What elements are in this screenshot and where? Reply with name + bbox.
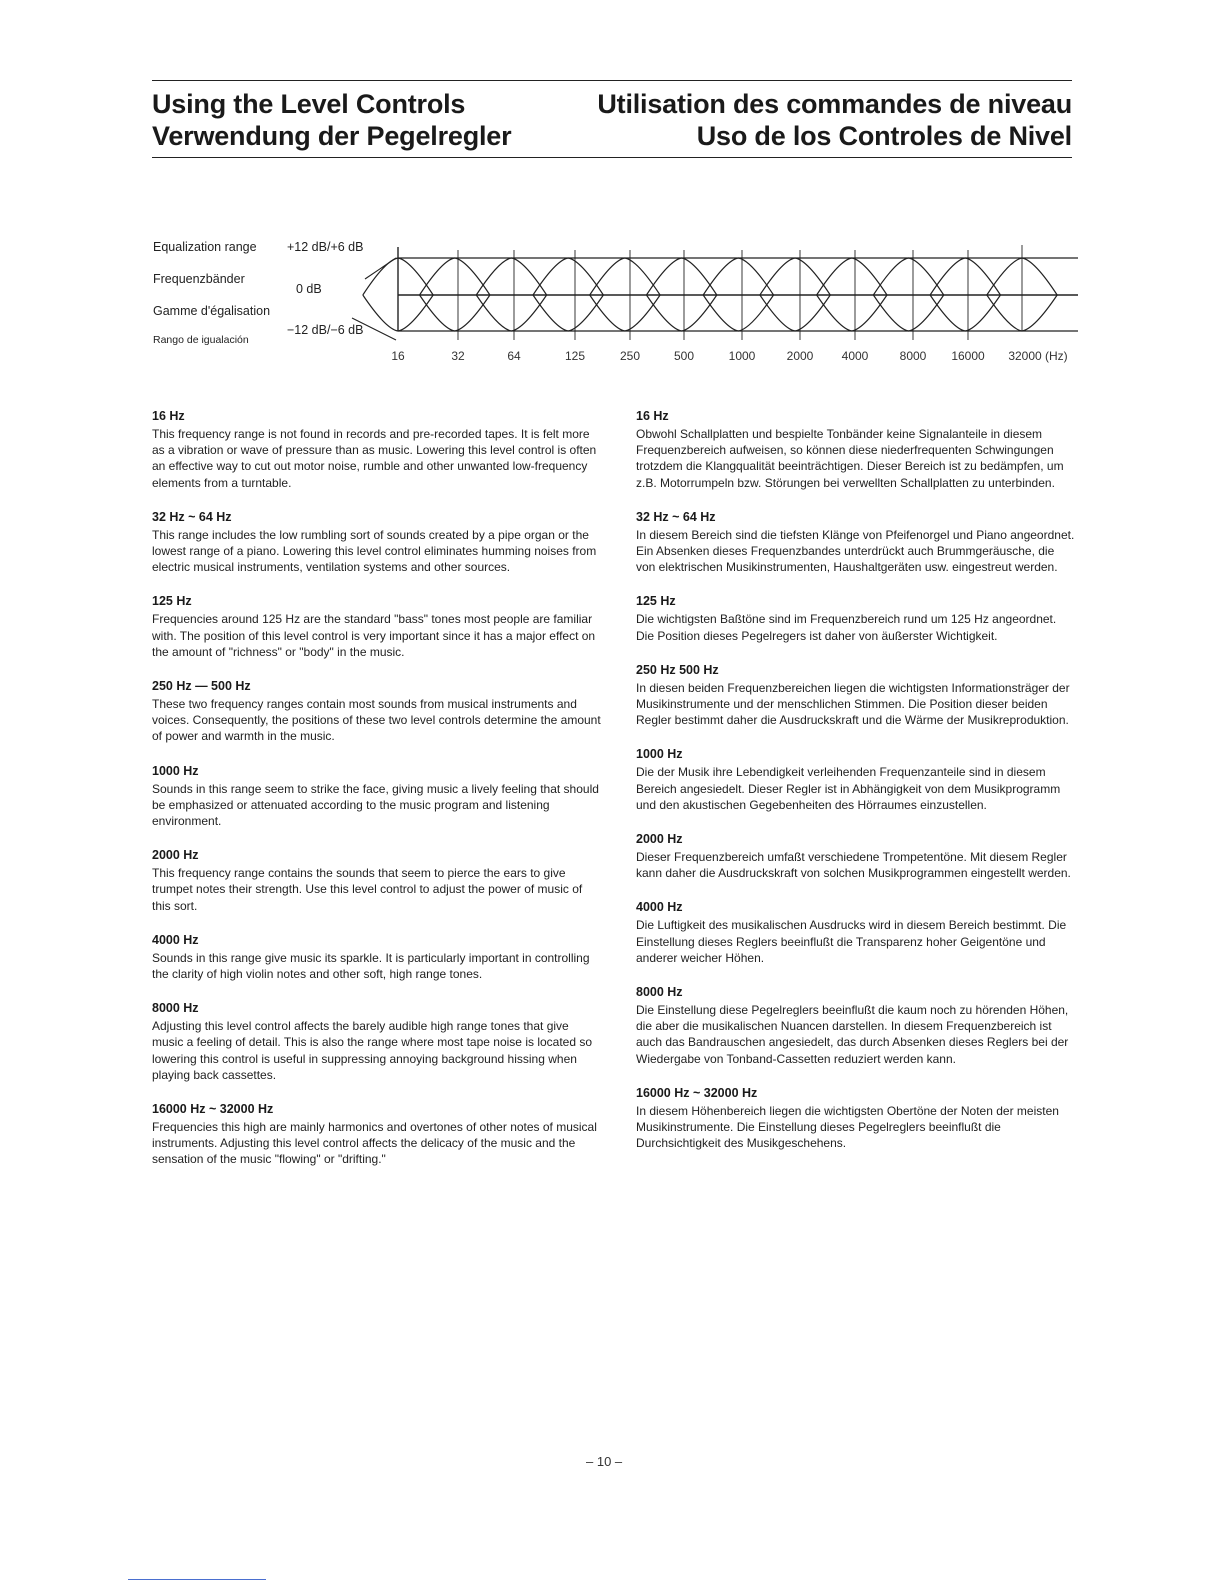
- english-section-heading: 8000 Hz: [152, 1001, 199, 1016]
- english-section: [152, 847, 602, 914]
- german-section: [636, 593, 1076, 643]
- german-section-heading: 4000 Hz: [636, 900, 683, 915]
- german-section: [636, 899, 1076, 966]
- frequency-tick-label: 125: [564, 349, 586, 363]
- english-section: [152, 593, 602, 660]
- german-section-body: In diesem Bereich sind die tiefsten Klänge von Pfeifenorgel und Piano angeordnet. Ein Absenken dieses Frequenzbandes unterdrückt auch Brummgeräusche, die von elektrischen Musikinstrumenten, Haushaltgeräten usw. eingestreut werden.: [636, 527, 1075, 575]
- eq-label-german: Frequenzbänder: [153, 272, 245, 286]
- eq-label-french: Gamme d'égalisation: [153, 304, 271, 318]
- english-section-body: Adjusting this level control affects the barely audible high range tones that give music a feeling of detail. This is also the range where most tape noise is located so lowering this control is useful in suppressing annoying background hissing when playing back cassettes.: [152, 1019, 593, 1082]
- german-section: [636, 1085, 1076, 1152]
- german-section-body: Dieser Frequenzbereich umfaßt verschiedene Trompetentöne. Mit diesem Regler kann daher die Ausdruckskraft von solchen Musikprogrammen eingestellt werden.: [636, 850, 1071, 881]
- frequency-tick-label: 16: [391, 349, 405, 363]
- db-max-label: +12 dB/+6 dB: [287, 240, 364, 254]
- eq-curves: [0, 0, 1225, 380]
- german-section-heading: 125 Hz: [636, 594, 676, 609]
- english-section-heading: 250 Hz — 500 Hz: [152, 679, 251, 694]
- english-section-body: Frequencies around 125 Hz are the standard "bass" tones most people are familiar with. The position of this level control is very important since it has a major effect on the amount of "richness" or "body" in the music.: [152, 612, 596, 659]
- english-section: [152, 763, 602, 830]
- german-section: [636, 746, 1076, 813]
- title-german: Verwendung der Pegelregler: [152, 121, 512, 151]
- title-english: Using the Level Controls: [152, 89, 466, 119]
- english-section-body: Frequencies this high are mainly harmonics and overtones of other notes of musical instruments. Adjusting this level control affects the delicacy of the music and the sensation of the music "flowing" or "drifting.": [152, 1120, 597, 1167]
- german-section: [636, 662, 1076, 729]
- title-spanish: Uso de los Controles de Nivel: [696, 121, 1072, 151]
- english-section-body: Sounds in this range give music its sparkle. It is particularly important in controlling the clarity of high violin notes and other soft, high range tones.: [152, 950, 590, 982]
- english-section-heading: 2000 Hz: [152, 848, 199, 863]
- german-section-heading: 2000 Hz: [636, 832, 683, 847]
- english-section-heading: 32 Hz ~ 64 Hz: [152, 509, 232, 524]
- english-section: [152, 678, 602, 745]
- german-section-body: Die Luftigkeit des musikalischen Ausdrucks wird in diesem Bereich bestimmt. Die Einstellung dieses Reglers beeinflußt die Transparenz hoher Geigentöne und anderer weicher Höhen.: [636, 918, 1067, 965]
- german-section: [636, 984, 1076, 1067]
- german-section-body: Obwohl Schallplatten und bespielte Tonbänder keine Signalanteile in diesem Frequenzbereich aufweisen, so können diese niederfrequenten Schwingungen trotzdem die Klangqualität beeinträchtigen. Dieser Bereich ist zu bedämpfen, um z.B. Motorrumpeln bzw. Störungen bei verwellten Schallplatten zu unterbinden.: [636, 427, 1064, 490]
- german-section: [636, 408, 1076, 491]
- english-column: [152, 408, 602, 1186]
- german-section-heading: 16000 Hz ~ 32000 Hz: [636, 1085, 758, 1100]
- frequency-tick-label: 16000: [951, 349, 985, 363]
- german-section: [636, 831, 1076, 881]
- english-section-heading: 125 Hz: [152, 594, 192, 609]
- german-section-heading: 32 Hz ~ 64 Hz: [636, 509, 716, 524]
- frequency-tick-label: 32: [451, 349, 465, 363]
- frequency-tick-label: 500: [673, 349, 695, 363]
- german-section-body: In diesem Höhenbereich liegen die wichtigsten Obertöne der Noten der meisten Musikinstrumente. Die Einstellung dieses Pegelreglers beeinflußt die Durchsichtigkeit des Musikgeschehens.: [636, 1103, 1059, 1151]
- english-section-body: These two frequency ranges contain most sounds from musical instruments and voices. Consequently, the positions of these two level controls determine the amount of power and warmth in the music.: [152, 697, 601, 744]
- frequency-tick-label: 250: [619, 349, 641, 363]
- english-section: [152, 408, 602, 491]
- eq-label-spanish: Rango de igualación: [153, 334, 249, 346]
- footer-line: [128, 1579, 266, 1580]
- english-section-body: This range includes the low rumbling sort of sounds created by a pipe organ or the lowest range of a piano. Lowering this level control eliminates humming noises from electric musical instruments, ventilation systems and other sources.: [152, 527, 597, 575]
- frequency-tick-label: 2000: [786, 349, 814, 363]
- page-number: – 10 –: [586, 1454, 623, 1469]
- english-section-heading: 1000 Hz: [152, 763, 199, 778]
- german-section-body: Die Einstellung diese Pegelreglers beeinflußt die kaum noch zu hörenden Höhen, die aber die musikalischen Nuancen darstellen. In diesem Frequenzbereich ist auch das Bandrauschen angesiedelt, das durch Absenken dieses Reglers bei der Wiedergabe von Tonband-Cassetten reduziert werden kann.: [636, 1003, 1069, 1066]
- frequency-tick-label: 8000: [899, 349, 927, 363]
- english-section: [152, 509, 602, 576]
- english-section-heading: 4000 Hz: [152, 932, 199, 947]
- db-pointer: [365, 258, 396, 279]
- german-section-body: Die wichtigsten Baßtöne sind im Frequenzbereich rund um 125 Hz angeordnet. Die Position dieses Pegelregers ist daher von äußerster Wichtigkeit.: [636, 612, 1057, 643]
- german-section-body: In diesen beiden Frequenzbereichen liegen die wichtigsten Informationsträger der Musikinstrumente und der menschlichen Stimmen. Die Position dieser beiden Regler bestimmt daher die Ausdruckskraft und die Wärme der Musikreproduktion.: [636, 680, 1070, 728]
- german-section-heading: 250 Hz 500 Hz: [636, 662, 719, 677]
- german-section-heading: 1000 Hz: [636, 747, 683, 762]
- title-french: Utilisation des commandes de niveau: [597, 89, 1072, 119]
- eq-label-english: Equalization range: [153, 240, 257, 254]
- frequency-tick-label: 64: [507, 349, 521, 363]
- english-section: [152, 1101, 602, 1168]
- english-section: [152, 1000, 602, 1083]
- german-section-body: Die der Musik ihre Lebendigkeit verleihenden Frequenzanteile sind in diesem Bereich angesiedelt. Dieser Regler ist in Abhängigkeit von dem Musikprogramm und den akustischen Gegebenheiten des Hörraumes einzustellen.: [636, 765, 1061, 812]
- german-section-heading: 16 Hz: [636, 409, 669, 423]
- english-section-body: This frequency range is not found in records and pre-recorded tapes. It is felt more as a vibration or wave of pressure than as music. Lowering this level control is often an effective way to cut out motor noise, rumble and other unwanted low-frequency elements from a turntable.: [152, 427, 597, 490]
- german-section: [636, 509, 1076, 576]
- frequency-tick-label: 32000 (Hz): [1008, 349, 1068, 363]
- german-section-heading: 8000 Hz: [636, 985, 683, 1000]
- english-section-heading: 16 Hz: [152, 409, 185, 423]
- english-section-body: This frequency range contains the sounds that seem to pierce the ears to give trumpet notes their strength. Use this level control to adjust the power of music of this sort.: [152, 866, 583, 913]
- german-column: [636, 408, 1076, 1169]
- english-section-body: Sounds in this range seem to strike the face, giving music a lively feeling that should be emphasized or attenuated according to the music program and listening environment.: [152, 781, 599, 829]
- db-zero-label: 0 dB: [296, 282, 322, 296]
- db-min-label: −12 dB/−6 dB: [287, 323, 364, 337]
- english-section: [152, 932, 602, 982]
- english-section-heading: 16000 Hz ~ 32000 Hz: [152, 1102, 274, 1117]
- frequency-tick-label: 4000: [841, 349, 869, 363]
- frequency-tick-label: 1000: [728, 349, 756, 363]
- db-pointer: [352, 318, 396, 340]
